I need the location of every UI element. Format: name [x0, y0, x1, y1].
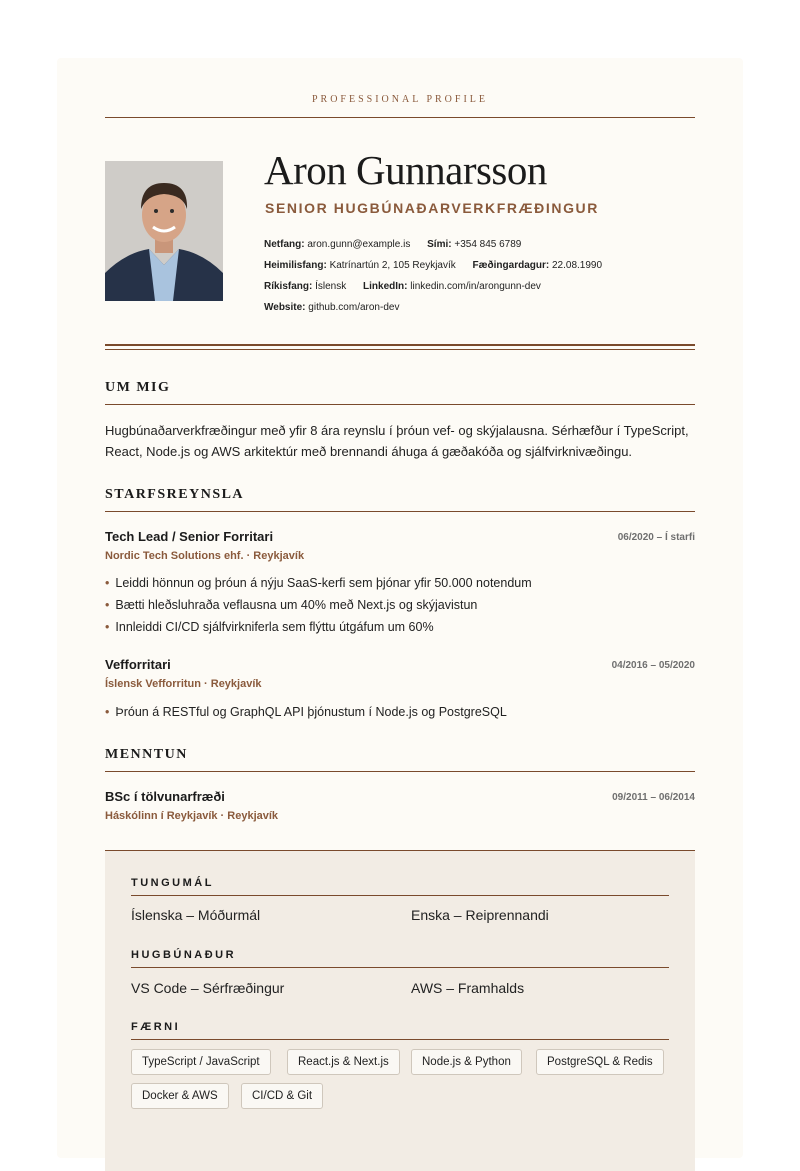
software-heading: HUGBÚNAÐUR — [131, 949, 237, 961]
language-item: Enska – Reiprennandi — [411, 907, 549, 923]
contact-details — [264, 234, 602, 318]
skill-chip: CI/CD & Git — [241, 1083, 323, 1109]
skills-rule — [131, 1039, 669, 1040]
website-value[interactable]: github.com/aron-dev — [308, 302, 400, 313]
job-headline: SENIOR HUGBÚNAÐARVERKFRÆÐINGUR — [265, 200, 599, 216]
skill-chip: PostgreSQL & Redis — [536, 1049, 664, 1075]
experience-heading: STARFSREYNSLA — [105, 487, 245, 502]
education-rule — [105, 771, 695, 772]
linkedin-value[interactable]: linkedin.com/in/arongunn-dev — [410, 281, 541, 292]
phone-value[interactable]: +354 845 6789 — [454, 239, 522, 250]
nationality-value: Íslensk — [315, 281, 347, 292]
about-heading: UM MIG — [105, 380, 171, 395]
about-text: Hugbúnaðarverkfræðingur með yfir 8 ára reynslu í þróun vef- og skýjalausna. Sérhæfður í TypeScript, React, Node.js og AWS arkitektúr með brennandi áhuga á gæðakóða og sjálfvirknivæðingu. — [105, 423, 689, 459]
language-item: Íslenska – Móðurmál — [131, 907, 261, 923]
degree-date: 09/2011 – 06/2014 — [612, 792, 695, 803]
skill-chip: TypeScript / JavaScript — [131, 1049, 271, 1075]
experience-rule — [105, 511, 695, 512]
job-bullet: • Bætti hleðsluhraða veflausna um 40% með Next.js og skýjavistun — [105, 594, 695, 616]
resume-page — [57, 58, 743, 1158]
degree-school: Háskólinn í Reykjavík · Reykjavík — [105, 810, 279, 822]
education-heading: MENNTUN — [105, 747, 188, 762]
linkedin-label: LinkedIn: — [363, 281, 408, 292]
full-name: Aron Gunnarsson — [264, 147, 547, 193]
degree-title: BSc í tölvunarfræði — [105, 789, 225, 804]
job-title: Vefforritari — [105, 657, 171, 672]
job-bullets — [105, 572, 695, 638]
skill-chip: Docker & AWS — [131, 1083, 229, 1109]
job-bullets — [105, 701, 695, 723]
nationality-label: Ríkisfang: — [264, 281, 313, 292]
job-bullet: • Leiddi hönnun og þróun á nýju SaaS-kerfi sem þjónar yfir 50.000 notendum — [105, 572, 695, 594]
website-label: Website: — [264, 302, 306, 313]
job-title: Tech Lead / Senior Forritari — [105, 529, 274, 544]
profile-kicker: PROFESSIONAL PROFILE — [311, 94, 489, 105]
email-label: Netfang: — [264, 239, 305, 250]
job-bullet: • Þróun á RESTful og GraphQL API þjónustum í Node.js og PostgreSQL — [105, 701, 695, 723]
birth-value: 22.08.1990 — [552, 260, 603, 271]
skill-chip: Node.js & Python — [411, 1049, 522, 1075]
job-company: Nordic Tech Solutions ehf. · Reykjavík — [105, 550, 305, 562]
job-company: Íslensk Vefforritun · Reykjavík — [105, 678, 262, 690]
address-value: Katrínartún 2, 105 Reykjavík — [329, 260, 456, 271]
header-top-rule — [105, 117, 695, 118]
profile-photo — [105, 161, 223, 301]
birth-label: Fæðingardagur: — [472, 260, 550, 271]
skills-panel — [105, 850, 695, 1171]
phone-label: Sími: — [427, 239, 452, 250]
email-value[interactable]: aron.gunn@example.is — [307, 239, 411, 250]
skill-chip: React.js & Next.js — [287, 1049, 400, 1075]
header-double-rule-top — [105, 344, 695, 346]
skills-heading: FÆRNI — [131, 1021, 181, 1033]
software-rule — [131, 967, 669, 968]
about-rule — [105, 404, 695, 405]
job-date: 04/2016 – 05/2020 — [611, 660, 695, 671]
languages-heading: TUNGUMÁL — [131, 877, 214, 889]
job-date: 06/2020 – Í starfi — [617, 532, 695, 543]
software-item: AWS – Framhalds — [411, 980, 525, 996]
header-double-rule-bottom — [105, 349, 695, 350]
languages-rule — [131, 895, 669, 896]
software-item: VS Code – Sérfræðingur — [131, 980, 285, 996]
job-bullet: • Innleiddi CI/CD sjálfvirkniferla sem flýttu útgáfum um 60% — [105, 616, 695, 638]
address-label: Heimilisfang: — [264, 260, 327, 271]
